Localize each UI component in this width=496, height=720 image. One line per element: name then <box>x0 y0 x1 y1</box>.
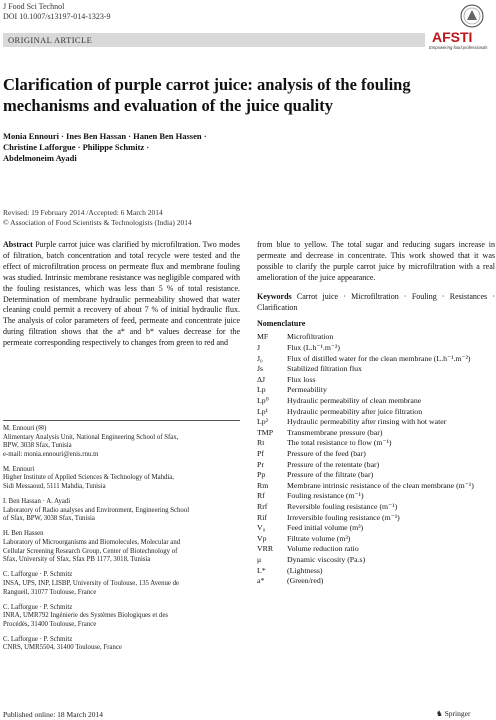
nomenclature-row <box>257 396 495 407</box>
nomenclature-row <box>257 491 495 502</box>
nomenclature-row <box>257 555 495 566</box>
section-banner <box>3 33 425 47</box>
nomenclature-definition: Permeability <box>287 385 327 395</box>
nomenclature-symbol: Rt <box>257 438 265 448</box>
afsti-logo <box>426 2 494 50</box>
affiliation <box>3 466 240 492</box>
keywords-paragraph <box>257 292 495 314</box>
nomenclature-definition: (Green/red) <box>287 576 324 586</box>
affiliation-line: of Sfax, BPW, 3038 Sfax, Tunisia <box>3 515 95 523</box>
nomenclature-row <box>257 470 495 481</box>
authors-line: Christine Lafforgue · Philippe Schmitz · <box>3 142 150 152</box>
affiliation-line: INRA, UMR792 Ingénierie des Systèmes Biologiques et des <box>3 612 168 620</box>
nomenclature-symbol: J₀ <box>257 353 263 363</box>
nomenclature-symbol: VRR <box>257 544 274 554</box>
nomenclature-row <box>257 544 495 555</box>
nomenclature-definition: Hydraulic permeability of clean membrane <box>287 396 422 405</box>
nomenclature-definition: Reversible fouling resistance (m⁻¹) <box>287 501 398 511</box>
affiliation-line: Sidi Messaoud, 5111 Mahdia, Tunisia <box>3 483 106 491</box>
nomenclature-row <box>257 385 495 396</box>
affiliation-email[interactable]: e-mail: monia.ennouri@enis.rnu.tn <box>3 450 99 458</box>
nomenclature-symbol: Vp <box>257 533 267 543</box>
published-date: Published online: 18 March 2014 <box>3 710 103 719</box>
affiliation-line: Rangueil, 31077 Toulouse, France <box>3 588 97 596</box>
nomenclature-definition: Hydraulic permeability after juice filtration <box>287 406 423 416</box>
affiliation-line: Procédés, 31400 Toulouse, France <box>3 620 97 628</box>
affiliation-line: Sfax, University of Sfax, Sfax PB 1177, 3018, Tunisia <box>3 556 151 564</box>
nomenclature-definition: Fouling resistance (m⁻¹) <box>287 491 364 501</box>
nomenclature-definition: Pressure of the feed (bar) <box>287 448 366 458</box>
journal-header <box>3 2 111 21</box>
nomenclature-definition: Flux loss <box>287 374 316 384</box>
nomenclature-symbol: MF <box>257 332 269 342</box>
nomenclature-row <box>257 523 495 534</box>
affiliation <box>3 425 240 459</box>
nomenclature-row <box>257 449 495 460</box>
copyright: © Association of Food Scientists & Technologists (India) 2014 <box>3 217 192 227</box>
affiliation-line: M. Ennouri (✉) <box>3 425 47 432</box>
nomenclature-row <box>257 417 495 428</box>
article-dates <box>3 208 303 227</box>
logo-text: AFSTI <box>432 29 473 45</box>
affiliation-line: CNRS, UMR5504, 31400 Toulouse, France <box>3 644 122 652</box>
affiliation <box>3 636 240 653</box>
nomenclature-definition: Stabilized filtration flux <box>287 364 362 374</box>
nomenclature-row <box>257 332 495 343</box>
nomenclature-symbol: Rf <box>257 491 265 501</box>
affiliation-line: Laboratory of Radio analyses and Environment, Engineering School <box>3 506 190 514</box>
nomenclature-definition: Irreversible fouling resistance (m⁻¹) <box>287 512 400 522</box>
affiliation <box>3 571 240 597</box>
nomenclature-heading: Nomenclature <box>257 319 306 329</box>
affiliation-line: C. Lafforgue · P. Schmitz <box>3 635 73 643</box>
nomenclature-symbol: L* <box>257 565 266 575</box>
nomenclature-symbol: Lp¹ <box>257 406 268 416</box>
authors-line: Monia Ennouri · Ines Ben Hassan · Hanen Ben Hassen · <box>3 131 207 141</box>
author-list <box>3 131 303 164</box>
nomenclature-definition: Hydraulic permeability after rinsing with hot water <box>287 417 447 427</box>
affiliations <box>3 420 240 660</box>
nomenclature-definition: Pressure of the filtrate (bar) <box>287 470 374 480</box>
nomenclature-symbol: Rm <box>257 480 269 490</box>
nomenclature-definition: Microfiltration <box>287 332 334 342</box>
affiliation-line: C. Lafforgue · P. Schmitz <box>3 571 73 579</box>
nomenclature-row <box>257 481 495 492</box>
affiliation-line: BPW, 3038 Sfax, Tunisia <box>3 442 72 450</box>
section-label: ORIGINAL ARTICLE <box>8 35 93 45</box>
affiliation-line: Laboratory of Microorganisms and Biomolecules, Molecular and <box>3 539 181 547</box>
nomenclature-symbol: TMP <box>257 427 274 437</box>
nomenclature-definition: Transmembrane pressure (bar) <box>287 427 383 437</box>
abstract-text: Purple carrot juice was clarified by microfiltration. Two modes of filtration, batch concentration and total recycle were tested and the effect of microfiltration process on permeate flux and membrane fouling was studied. Intrinsic membrane resistance was negligible compared with the fouling resistances, which was less than 5 % of total resistance. Determination of membrane hydraulic permeability showed that water cleaning could permit a recovery of about 7 % of initial hydraulic flux. The analysis of color parameters of feed, permeate and concentrate juice during filtration shows that the a* and b* values decrease for the permeate corresponding respectively to changes from green to red and <box>3 240 241 348</box>
affiliation-line: H. Ben Hassen <box>3 530 44 538</box>
nomenclature-symbol: V₀ <box>257 523 266 533</box>
nomenclature-row <box>257 534 495 545</box>
nomenclature-definition: Pressure of the retentate (bar) <box>287 459 380 469</box>
nomenclature-symbol: Lp² <box>257 417 268 427</box>
nomenclature-symbol: Pf <box>257 448 264 458</box>
nomenclature-definition: Feed initial volume (m³) <box>287 523 364 533</box>
nomenclature-row <box>257 428 495 439</box>
nomenclature-symbol: Js <box>257 364 264 374</box>
right-column <box>257 240 495 587</box>
nomenclature-row <box>257 502 495 513</box>
doi: DOI 10.1007/s13197-014-1323-9 <box>3 11 111 21</box>
abstract-label: Abstract <box>3 240 33 249</box>
left-column <box>3 240 240 349</box>
revision-dates: Revised: 19 February 2014 /Accepted: 6 March 2014 <box>3 208 163 217</box>
nomenclature-symbol: Lp⁰ <box>257 396 269 405</box>
nomenclature-symbol: a* <box>257 576 265 586</box>
affiliation-line: Cellular Screening Research Group, Center of Biotechnology of <box>3 547 178 555</box>
nomenclature-definition: Dynamic viscosity (Pa.s) <box>287 554 366 564</box>
affiliation-line: M. Ennouri <box>3 465 35 473</box>
nomenclature-row <box>257 407 495 418</box>
nomenclature-definition: (Lightness) <box>287 565 323 575</box>
affiliation <box>3 530 240 564</box>
article-title: Clarification of purple carrot juice: analysis of the fouling mechanisms and evaluation of the juice quality <box>3 75 411 115</box>
nomenclature-symbol: Lp <box>257 385 266 395</box>
nomenclature-symbol: Pp <box>257 470 266 480</box>
affiliation-line: INSA, UPS, INP, LISBP, University of Toulouse, 135 Avenue de <box>3 579 179 587</box>
nomenclature-row <box>257 460 495 471</box>
journal-name: J Food Sci Technol <box>3 2 65 11</box>
nomenclature-symbol: Rif <box>257 512 267 522</box>
keywords-text: Carrot juice · Microfiltration · Fouling · Resistances · Clarification <box>257 291 496 312</box>
nomenclature-row <box>257 576 495 587</box>
affiliation-line: I. Ben Hassan · A. Ayadi <box>3 498 71 506</box>
keywords-label: Keywords <box>257 291 292 301</box>
publisher-logo <box>436 709 470 718</box>
nomenclature-row <box>257 375 495 386</box>
affiliation <box>3 604 240 630</box>
abstract-continuation: from blue to yellow. The total sugar and reducing sugars increase in permeate and decrease in concentrate. This work showed that it was possible to clarify the purple carrot juice by microfiltration with a real amelioration of the juice appearance. <box>257 240 495 282</box>
nomenclature-row <box>257 354 495 365</box>
nomenclature-symbol: μ <box>257 554 262 564</box>
affiliation-line: C. Lafforgue · P. Schmitz <box>3 603 73 611</box>
publisher-name: Springer <box>444 709 471 718</box>
nomenclature-definition: Flux (L.h⁻¹.m⁻²) <box>287 343 340 353</box>
affiliation-line: Alimentary Analysis Unit, National Engineering School of Sfax, <box>3 433 179 441</box>
nomenclature-row <box>257 513 495 524</box>
affiliation <box>3 498 240 524</box>
nomenclature-definition: The total resistance to flow (m⁻¹) <box>287 438 392 448</box>
nomenclature-row <box>257 566 495 577</box>
springer-horse-icon: ♞ <box>436 709 443 718</box>
nomenclature-row <box>257 343 495 354</box>
nomenclature-definition: Membrane intrinsic resistance of the clean membrane (m⁻¹) <box>287 480 474 490</box>
abstract-paragraph <box>3 240 240 349</box>
nomenclature-row <box>257 364 495 375</box>
nomenclature-symbol: Pr <box>257 459 264 469</box>
nomenclature-definition: Filtrate volume (m³) <box>287 533 351 543</box>
nomenclature-definition: Flux of distilled water for the clean membrane (L.h⁻¹.m⁻²) <box>287 353 471 363</box>
nomenclature-table <box>257 332 495 586</box>
nomenclature-symbol: ΔJ <box>257 374 266 384</box>
nomenclature-symbol: Rrf <box>257 501 268 511</box>
nomenclature-symbol: J <box>257 343 261 353</box>
affiliation-line: Higher Institute of Applied Sciences & Technology of Mahdia, <box>3 474 174 482</box>
nomenclature-row <box>257 438 495 449</box>
logo-tagline: Empowering food professionals <box>429 45 488 50</box>
nomenclature-definition: Volume reduction ratio <box>287 544 359 554</box>
authors-line: Abdelmoneim Ayadi <box>3 153 77 163</box>
